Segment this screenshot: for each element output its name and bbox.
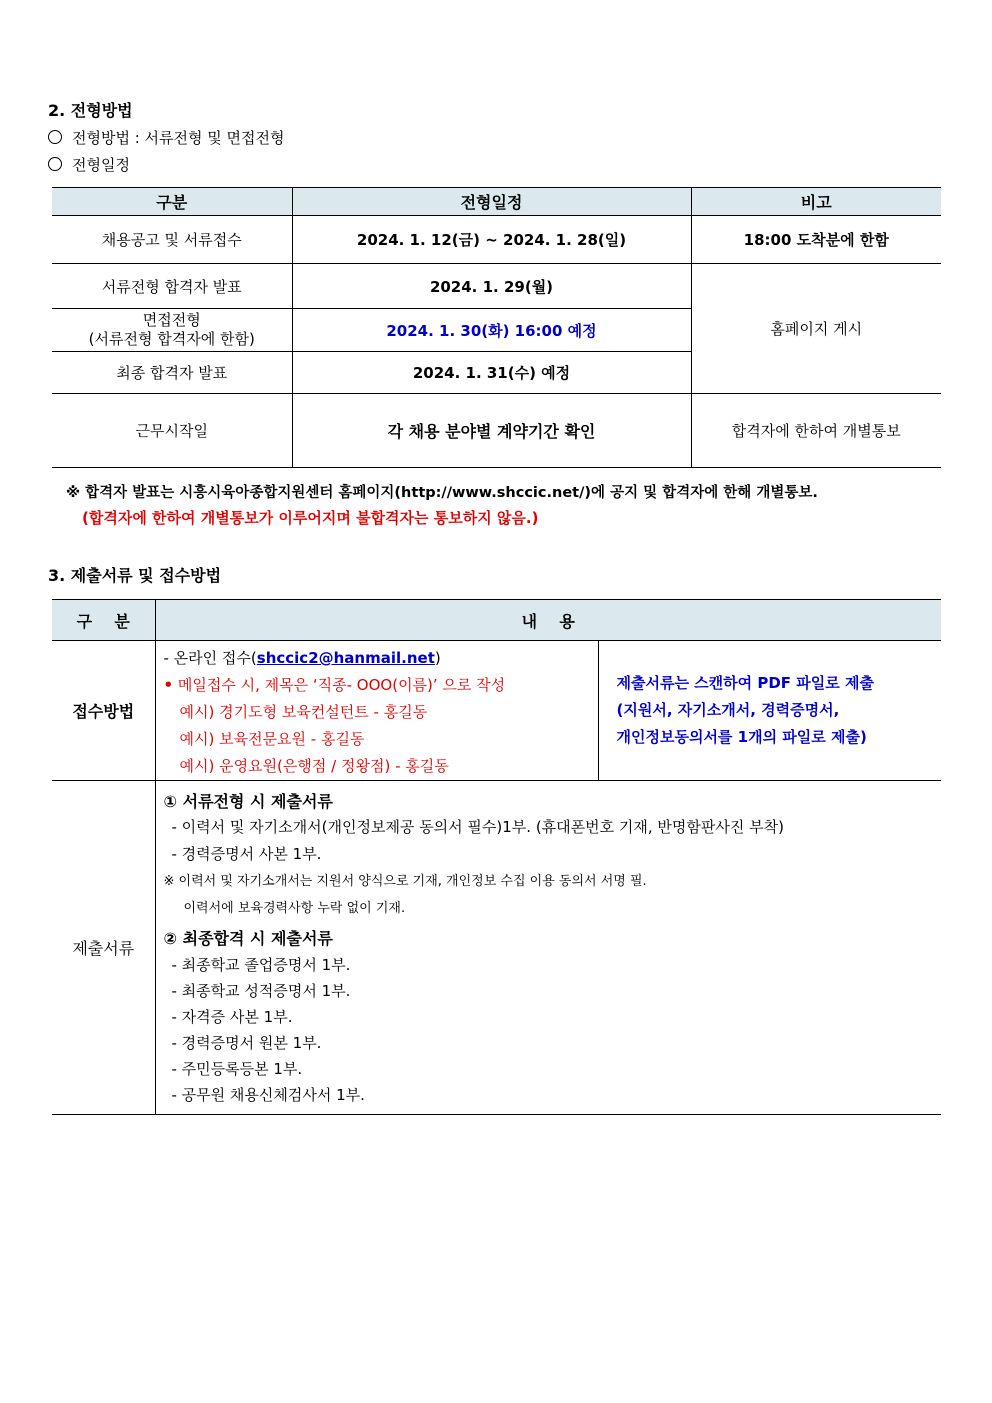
row-note: 홈페이지 게시 [691, 264, 941, 394]
row-date: 2024. 1. 29(월) [292, 264, 691, 309]
online-line [164, 645, 598, 672]
mail-rule-text: 메일접수 시, 제목은 ‘직종- OOO(이름)’ 으로 작성 [177, 676, 506, 694]
row-category-line1: 면접전형 [142, 311, 201, 329]
circle-bullet-icon [48, 157, 62, 171]
online-prefix: - 온라인 접수( [163, 649, 257, 667]
row-category: 서류전형 합격자 발표 [52, 264, 292, 309]
documents-table [52, 599, 941, 1115]
example-line: 예시) 운영요원(은행점 / 정왕점) - 홍길동 [179, 757, 449, 775]
stage2-item: - 최종학교 성적증명서 1부. [171, 982, 351, 1000]
header-category: 구분 [52, 188, 292, 216]
stage1-note1: ※ 이력서 및 자기소개서는 지원서 양식으로 기재, 개인정보 수집 이용 동의서 서명 필. [163, 874, 647, 889]
row-category [52, 309, 292, 352]
stage2-item: - 자격증 사본 1부. [171, 1008, 293, 1026]
schedule-table [52, 187, 941, 468]
mail-rule-line [164, 672, 598, 699]
example-line: 예시) 보육전문요원 - 홍길동 [179, 730, 365, 748]
stage1-note2: 이력서에 보육경력사항 누락 없이 기재. [183, 901, 406, 916]
row-category: 근무시작일 [52, 394, 292, 468]
table-row [52, 394, 941, 468]
online-suffix: ) [434, 649, 441, 667]
table-row [52, 781, 941, 1115]
pdf-note-line: (지원서, 자기소개서, 경력증명서, [616, 701, 840, 719]
row-date: 2024. 1. 30(화) 16:00 예정 [292, 309, 691, 352]
method-line [48, 127, 285, 148]
notice-line1: ※ 합격자 발표는 시흥시육아종합지원센터 홈페이지(http://www.shccic.net/)에 공지 및 합격자에 한해 개별통보. [66, 485, 818, 501]
stage2-item: - 주민등록등본 1부. [171, 1060, 303, 1078]
stage2-title: ② 최종합격 시 제출서류 [163, 929, 333, 948]
stage2-item: - 최종학교 졸업증명서 1부. [171, 956, 351, 974]
header-schedule: 전형일정 [292, 188, 691, 216]
row-date: 각 채용 분야별 계약기간 확인 [292, 394, 691, 468]
application-method-cell [155, 641, 598, 781]
header-note: 비고 [691, 188, 941, 216]
row-date: 2024. 1. 12(금) ~ 2024. 1. 28(일) [292, 216, 691, 264]
section-2-title: 2. 전형방법 [48, 101, 133, 120]
row-category: 최종 합격자 발표 [52, 352, 292, 394]
row-category-line2: (서류전형 합격자에 한함) [88, 330, 255, 348]
row-label-application: 접수방법 [52, 641, 155, 781]
table-row [52, 216, 941, 264]
documents-cell [155, 781, 941, 1115]
schedule-label-line [48, 154, 130, 175]
stage2-item: - 경력증명서 원본 1부. [171, 1034, 322, 1052]
row-note: 18:00 도착분에 한함 [691, 216, 941, 264]
header-content: 내 용 [155, 600, 941, 641]
bullet-icon: • [163, 676, 174, 694]
stage1-item: - 경력증명서 사본 1부. [171, 845, 322, 863]
stage1-item: - 이력서 및 자기소개서(개인정보제공 동의서 필수)1부. (휴대폰번호 기재, 반명함판사진 부착) [171, 818, 784, 836]
pdf-note-line: 제출서류는 스캔하여 PDF 파일로 제출 [616, 674, 874, 692]
row-date: 2024. 1. 31(수) 예정 [292, 352, 691, 394]
pdf-note-cell [598, 641, 941, 781]
row-category: 채용공고 및 서류접수 [52, 216, 292, 264]
method-text: 전형방법 : 서류전형 및 면접전형 [72, 129, 285, 147]
example-line: 예시) 경기도형 보육컨설턴트 - 홍길동 [179, 703, 428, 721]
email-link[interactable]: shccic2@hanmail.net [256, 649, 435, 667]
table-row [52, 264, 941, 309]
row-note: 합격자에 한하여 개별통보 [691, 394, 941, 468]
schedule-label-text: 전형일정 [72, 156, 130, 174]
row-label-documents: 제출서류 [52, 781, 155, 1115]
pdf-note-line: 개인정보동의서를 1개의 파일로 제출) [616, 728, 867, 746]
stage1-title: ① 서류전형 시 제출서류 [163, 792, 333, 811]
table-row [52, 641, 941, 781]
stage2-item: - 공무원 채용신체검사서 1부. [171, 1086, 365, 1104]
header-category: 구 분 [52, 600, 155, 641]
circle-bullet-icon [48, 130, 62, 144]
section-3-title: 3. 제출서류 및 접수방법 [48, 566, 222, 585]
notice-line2: (합격자에 한하여 개별통보가 이루어지며 불합격자는 통보하지 않음.) [82, 509, 539, 527]
